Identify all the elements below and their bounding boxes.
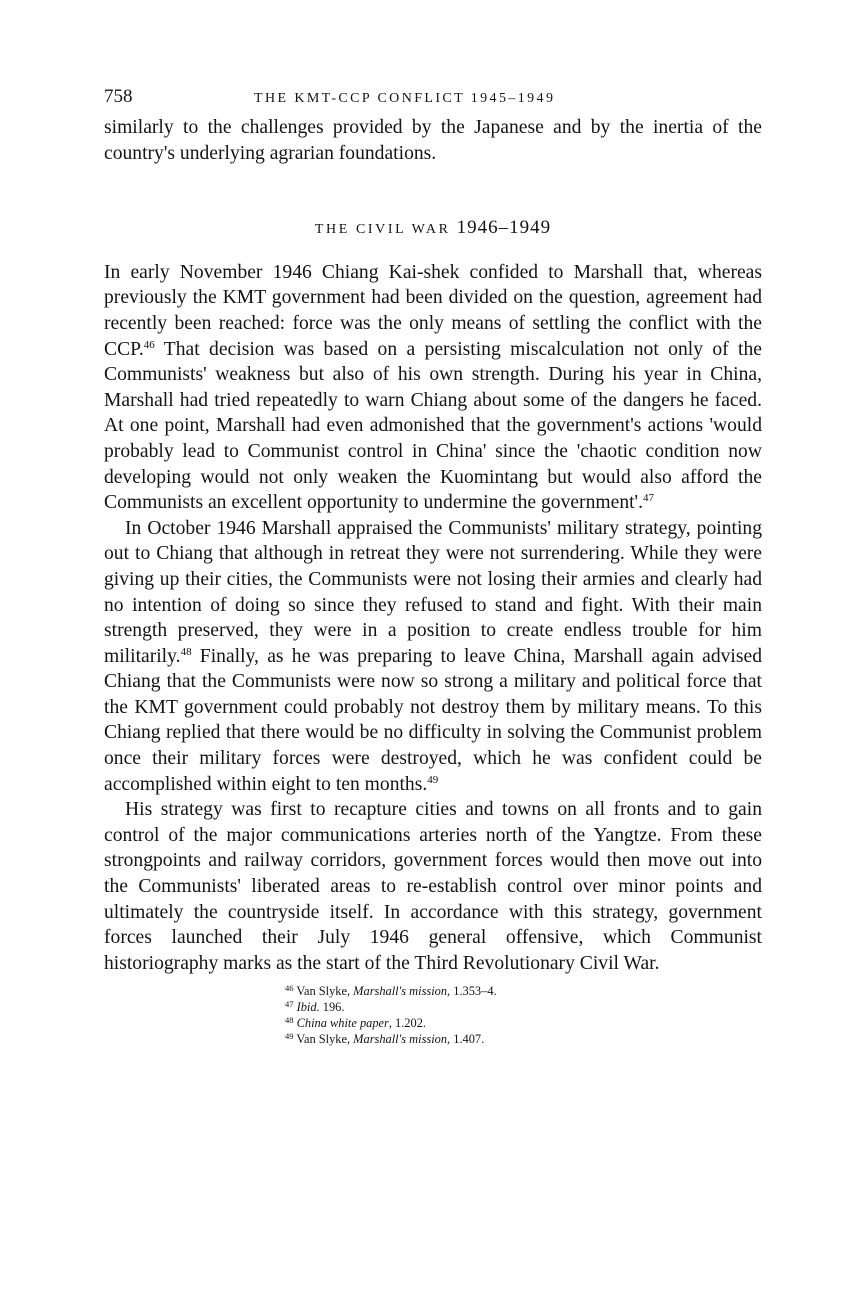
section-heading [104, 215, 762, 243]
footnote [285, 1032, 762, 1048]
opening-paragraph: similarly to the challenges provided by the Japanese and by the inertia of the country's underlying agrarian foundations. [104, 117, 762, 164]
footnote-ref-text: , 1.407. [447, 1031, 485, 1046]
body-text [104, 115, 762, 976]
footnote-ref: 48 [180, 645, 192, 658]
running-head [104, 86, 762, 112]
paragraph-text: That decision was based on a persisting miscalculation not only of the Communists' weakness but also of his own strength. During his year in China, Marshall had tried repeatedly to warn Chiang about some of the dangers he faced. At one point, Marshall had even admonished that the government's actions 'would probably lead to Communist control in China' since the 'chaotic condition now developing would not only weaken the Kuomintang but would also afford the Communists an excellent opportunity to undermine the government'. [104, 338, 762, 514]
footnote-ref-text: 196. [319, 1000, 345, 1015]
footnote-ref-text: , 1.202. [388, 1016, 427, 1030]
paragraph-text: His strategy was first to recapture cities and towns on all fronts and to gain control of the major communications arteries north of the Yangtze. From these strongpoints and railway corridors, government forces would then move out into the Communists' liberated areas to re-establish control over minor points and ultimately the countryside itself. In accordance with this strategy, government forces launched their July 1946 general offensive, which Communist historiography marks as the start of the Third Revolutionary Civil War. [104, 799, 762, 974]
paragraph [104, 260, 762, 516]
footnote-author: Van Slyke, [296, 984, 354, 999]
footnote-ref: 49 [427, 773, 439, 786]
page-number: 758 [104, 86, 133, 107]
footnote-title: Ibid. [296, 1000, 320, 1015]
paragraph-text: In October 1946 Marshall appraised the Communists' military strategy, pointing out to Chiang that although in retreat they were not surrendering. While they were giving up their cities, the Communists were not losing their armies and clearly had no intention of doing so since they refused to stand and fight. With their main strength preserved, they were in a position to create endless trouble for him militarily. [104, 517, 762, 667]
paragraph [104, 516, 762, 798]
paragraph-text: In early November 1946 Chiang Kai-shek confided to Marshall that, whereas previously the KMT government had been divided on the question, agreement had recently been reached: force was the only means of settling the conflict with the CCP. [104, 261, 762, 360]
footnote-title: Marshall's mission [353, 1031, 448, 1046]
paragraph-text: Finally, as he was preparing to leave China, Marshall again advised Chiang that the Communists were now so strong a military and political force that the KMT government could probably not destroy them by military means. To this Chiang replied that there would be no difficulty in solving the Communist problem once their military forces were destroyed, which he was confident could be accomplished within eight to ten months. [104, 645, 762, 795]
footnote-author: Van Slyke, [296, 1031, 354, 1046]
footnote-number: 46 [285, 983, 294, 994]
footnotes [285, 984, 762, 1047]
footnote-number: 49 [285, 1030, 294, 1041]
footnote [285, 1000, 762, 1016]
footnote-ref-text: , 1.353–4. [447, 984, 497, 999]
running-title: THE KMT-CCP CONFLICT 1945–1949 [254, 91, 556, 106]
footnote [285, 1016, 762, 1032]
footnote [285, 984, 762, 1000]
footnote-title: Marshall's mission [353, 984, 448, 999]
paragraph [104, 797, 762, 976]
footnote-number: 47 [285, 999, 294, 1010]
book-page [104, 86, 762, 1048]
footnote-number: 48 [285, 1015, 294, 1025]
footnote-title: China white paper [296, 1016, 389, 1030]
footnote-ref: 46 [143, 338, 155, 351]
section-heading-title: THE CIVIL WAR [314, 222, 451, 238]
section-heading-years: 1946–1949 [456, 217, 552, 239]
footnote-ref: 47 [643, 492, 654, 505]
